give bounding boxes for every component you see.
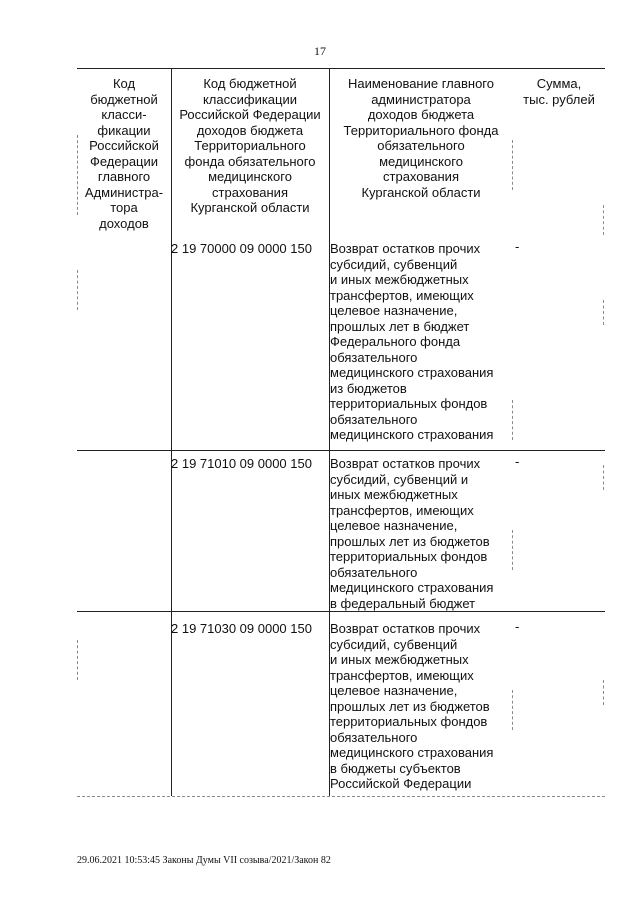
admin-name-cell: Возврат остатков прочих субсидий, субвенций и иных межбюджетных трансфертов, имеющих целевое назначение, прошлых лет в бюджет Федерального фонда обязательного медицинского страхования из бюджетов территориальных фондов обязательного медицинского страхования [330,241,494,442]
dashed-border [512,400,513,440]
document-footer: 29.06.2021 10:53:45 Законы Думы VII созыва/2021/Закон 82 [77,855,331,866]
dashed-border [603,300,604,325]
page-number: 17 [314,44,326,58]
dashed-border [512,690,513,730]
header-budget-code: Код бюджетной классификации Российской Федерации доходов бюджета Территориального фонда обязательного медицинского страхования Курганской области [179,76,321,215]
dashed-border [603,680,604,705]
dashed-border [77,796,605,797]
dashed-border [77,640,78,680]
admin-name-cell: Возврат остатков прочих субсидий, субвенций и иных межбюджетных трансфертов, имеющих целевое назначение, прошлых лет из бюджетов территориальных фондов обязательного медицинского страхования в бюджеты субъектов Российской Федерации [330,621,494,791]
row-divider [77,450,605,451]
header-sum: Сумма, тыс. рублей [523,76,595,107]
dashed-border [603,465,604,490]
sum-cell: - [515,239,520,254]
sum-cell: - [515,454,520,469]
dashed-border [77,270,78,310]
header-admin-name: Наименование главного администратора доходов бюджета Территориального фонда обязательного медицинского страхования Курганской области [343,76,499,200]
header-admin-code: Код бюджетной класси- фикации Российской Федерации главного Администра- тора доходов [84,76,164,231]
table-top-border [77,68,605,69]
budget-code-cell: 2 19 70000 09 0000 150 [171,241,312,256]
sum-cell: - [515,619,520,634]
budget-code-cell: 2 19 71010 09 0000 150 [171,456,312,471]
admin-name-cell: Возврат остатков прочих субсидий, субвенций и иных межбюджетных трансфертов, имеющих целевое назначение, прошлых лет из бюджетов территориальных фондов обязательного медицинского страхования в федеральный бюджет [330,456,494,611]
row-divider [77,611,605,612]
budget-code-cell: 2 19 71030 09 0000 150 [171,621,312,636]
dashed-border [512,530,513,570]
dashed-border [512,140,513,190]
dashed-border [603,205,604,235]
